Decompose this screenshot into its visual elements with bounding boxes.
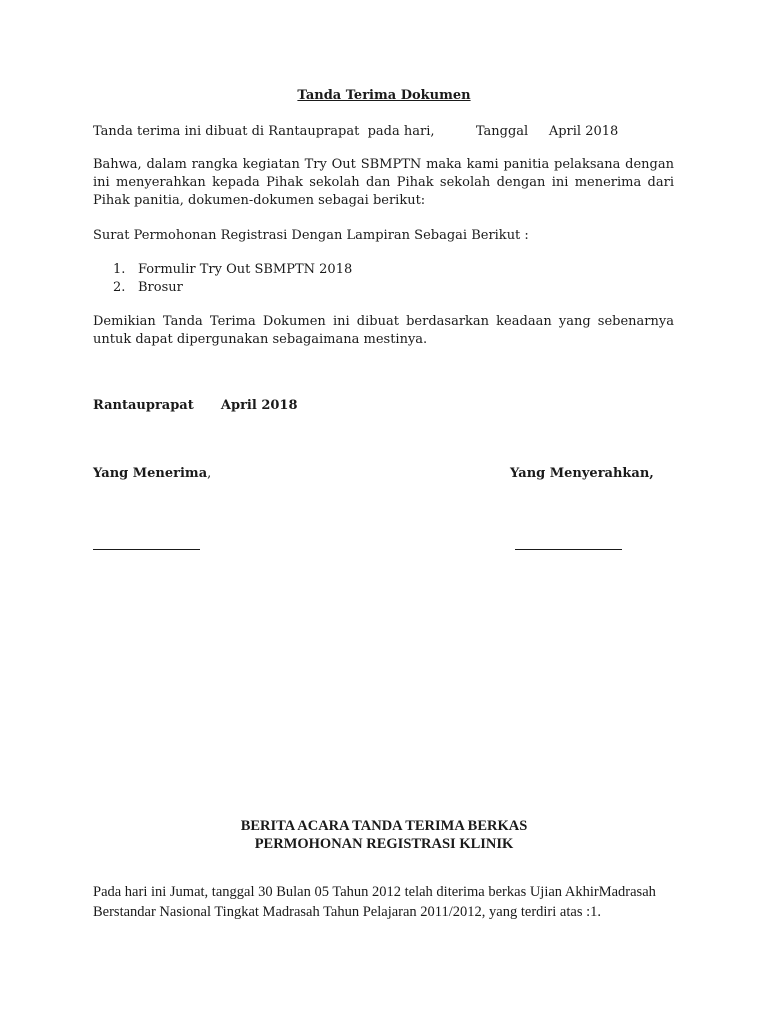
document-title: Tanda Terima Dokumen	[297, 88, 471, 103]
receiver-signature-line	[93, 549, 200, 550]
closing-paragraph: Demikian Tanda Terima Dokumen ini dibuat berdasarkan keadaan yang sebenarnya untuk dapat dipergunakan sebagaimana mestinya.	[93, 314, 674, 347]
list-item	[93, 261, 352, 279]
list-item	[93, 279, 352, 297]
place-date: Rantauprapat April 2018	[93, 398, 298, 413]
form-title-line-2: PERMOHONAN REGISTRASI KLINIK	[254, 836, 514, 852]
receiver-label-line	[93, 466, 211, 481]
list-intro: Surat Permohonan Registrasi Dengan Lampiran Sebagai Berikut :	[93, 228, 529, 243]
list-item-number: 2.	[113, 280, 126, 295]
form-title	[0, 817, 768, 853]
list-item-number: 1.	[113, 262, 126, 277]
giver-signature-line	[515, 549, 622, 550]
form-body: Pada hari ini Jumat, tanggal 30 Bulan 05 Tahun 2012 telah diterima berkas Ujian AkhirMadrasah Berstandar Nasional Tingkat Madrasah Tahun Pelajaran 2011/2012, yang terdiri atas :1.	[93, 884, 656, 920]
giver-label: Yang Menyerahkan,	[510, 466, 654, 481]
document-list	[93, 261, 352, 297]
receiver-label: Yang Menerima	[93, 466, 208, 481]
list-item-text: Brosur	[138, 280, 183, 295]
list-item-text: Formulir Try Out SBMPTN 2018	[138, 262, 353, 277]
opening-line: Tanda terima ini dibuat di Rantauprapat pada hari, Tanggal April 2018	[93, 124, 619, 139]
intro-paragraph: Bahwa, dalam rangka kegiatan Try Out SBMPTN maka kami panitia pelaksana dengan ini menyerahkan kepada Pihak sekolah dan Pihak sekolah dengan ini menerima dari Pihak panitia, dokumen-dokumen sebagai berikut:	[93, 157, 674, 208]
receiver-comma: ,	[207, 466, 212, 481]
form-title-line-1: BERITA ACARA TANDA TERIMA BERKAS	[240, 818, 528, 834]
